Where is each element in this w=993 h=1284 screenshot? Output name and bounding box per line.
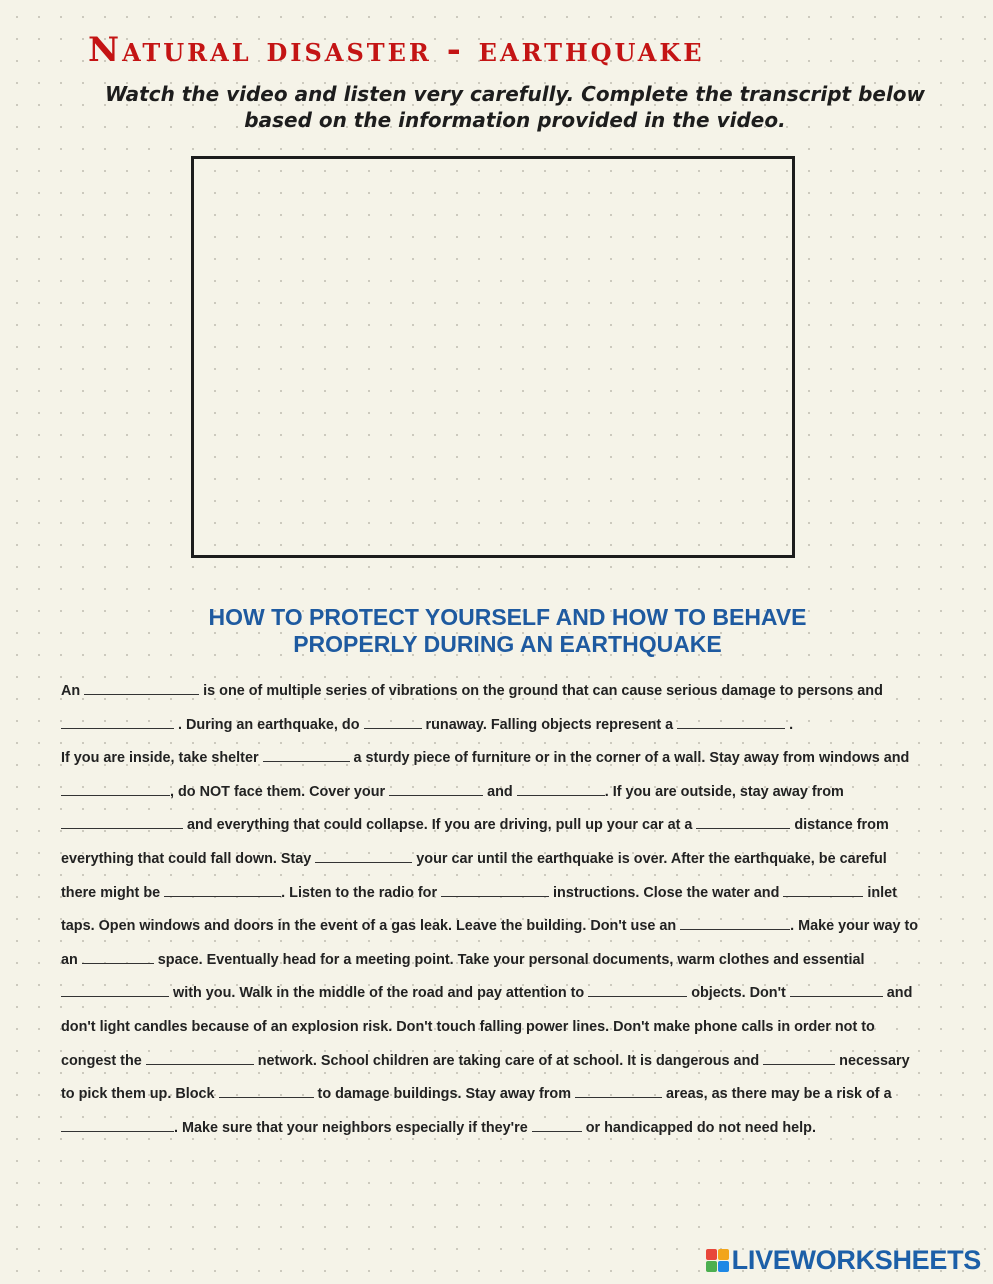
fill-in-blank[interactable] [61,1118,174,1132]
transcript-text-segment: . Make your way to [790,918,919,935]
fill-in-blank[interactable] [677,715,785,729]
logo-text: LIVEWORKSHEETS [731,1244,981,1275]
transcript-text-segment: to pick them up. Block [61,1086,219,1103]
transcript-line [61,1016,941,1050]
fill-in-blank[interactable] [588,983,687,997]
transcript-text-segment: . [785,716,794,733]
fill-in-blank[interactable] [441,883,549,897]
transcript-text-segment: . Listen to the radio for [281,884,442,901]
transcript-text-segment: network. School children are taking care of at school. It is dangerous and [253,1052,764,1069]
transcript-text-segment: distance from [790,817,889,834]
fill-in-blank[interactable] [61,715,174,729]
transcript-text-segment: your car until the earthquake is over. After the earthquake, be careful [412,850,887,867]
transcript-text-segment: instructions. Close the water and [549,884,784,901]
transcript-text-segment: If you are inside, take shelter [61,750,263,767]
transcript-line [61,1050,941,1084]
transcript-line [61,814,941,848]
transcript-line [61,882,941,916]
fill-in-blank[interactable] [575,1084,662,1098]
transcript-line [61,747,941,781]
transcript-text-segment: , do NOT face them. Cover your [170,783,390,800]
fill-in-blank[interactable] [696,815,790,829]
fill-in-blank[interactable] [364,715,422,729]
fill-in-blank[interactable] [164,883,281,897]
fill-in-blank[interactable] [82,950,154,964]
liveworksheets-logo [706,1244,981,1276]
transcript-text-segment: taps. Open windows and doors in the event of a gas leak. Leave the building. Don't use an [61,918,681,935]
liveworksheets-logo-icon [706,1249,729,1272]
transcript-text-segment: there might be [61,884,165,901]
transcript-text-segment: everything that could fall down. Stay [61,850,316,867]
transcript-line [61,781,941,815]
transcript-text-segment: objects. Don't [687,985,790,1002]
fill-in-blank[interactable] [315,849,412,863]
transcript-line [61,982,941,1016]
fill-in-blank[interactable] [680,916,790,930]
transcript-text-segment: inlet [863,884,897,901]
fill-in-blank[interactable] [783,883,863,897]
transcript-text-segment: is one of multiple series of vibrations on the ground that can cause serious damage to persons and [199,683,883,699]
section-heading-line-2: PROPERLY DURING AN EARTHQUAKE [293,631,722,657]
transcript-line [61,848,941,882]
transcript-line [61,915,941,949]
transcript-text-segment: areas, as there may be a risk of a [662,1086,892,1103]
transcript-text-segment: congest the [61,1052,146,1069]
transcript-text-segment: . Make sure that your neighbors especially if they're [174,1119,532,1136]
fill-in-blank[interactable] [517,782,605,796]
transcript-text-segment: . During an earthquake, do [174,716,364,733]
fill-in-blank[interactable] [790,983,883,997]
fill-in-blank[interactable] [263,748,350,762]
fill-in-blank[interactable] [146,1051,254,1065]
transcript-line [61,949,941,983]
transcript-text-segment: and everything that could collapse. If you are driving, pull up your car at a [183,817,697,834]
transcript-text-segment: runaway. Falling objects represent a [421,716,678,733]
transcript-text-segment: and [882,985,913,1002]
worksheet-title: Natural disaster - earthquake [88,30,705,70]
transcript-line [61,1117,941,1151]
section-heading-line-1: HOW TO PROTECT YOURSELF AND HOW TO BEHAVE [208,604,807,630]
fill-in-blank[interactable] [389,782,483,796]
transcript-text-segment: . If you are outside, stay away from [604,783,844,800]
transcript-text-segment: or handicapped do not need help. [581,1119,816,1136]
section-heading [100,604,915,658]
instructions-text: Watch the video and listen very carefully. Complete the transcript below based on the information provided in the video. [104,82,926,132]
transcript-text-segment: don't light candles because of an explosion risk. Don't touch falling power lines. Don't make phone calls in order not to [61,1018,875,1035]
fill-in-blank[interactable] [84,681,199,695]
video-player-frame[interactable] [191,156,795,558]
transcript-line [61,714,941,748]
fill-in-blank[interactable] [532,1118,582,1132]
transcript-text-segment: with you. Walk in the middle of the road and pay attention to [169,985,589,1002]
transcript-line [61,680,941,714]
transcript-text-segment: to damage buildings. Stay away from [313,1086,576,1103]
transcript-text-segment: necessary [835,1052,910,1069]
transcript-text-segment: a sturdy piece of furniture or in the corner of a wall. Stay away from windows and [349,750,910,767]
fill-in-blank[interactable] [61,782,170,796]
fill-in-blank[interactable] [61,815,183,829]
fill-in-blank[interactable] [763,1051,835,1065]
transcript-line [61,1083,941,1117]
fill-in-blank[interactable] [61,983,169,997]
fill-in-blank[interactable] [219,1084,314,1098]
transcript-text [61,680,941,1150]
transcript-text-segment: and [483,783,517,800]
transcript-text-segment: an [61,951,82,968]
transcript-text-segment: space. Eventually head for a meeting point. Take your personal documents, warm clothes and essential [153,951,865,968]
transcript-text-segment: An [61,683,85,699]
